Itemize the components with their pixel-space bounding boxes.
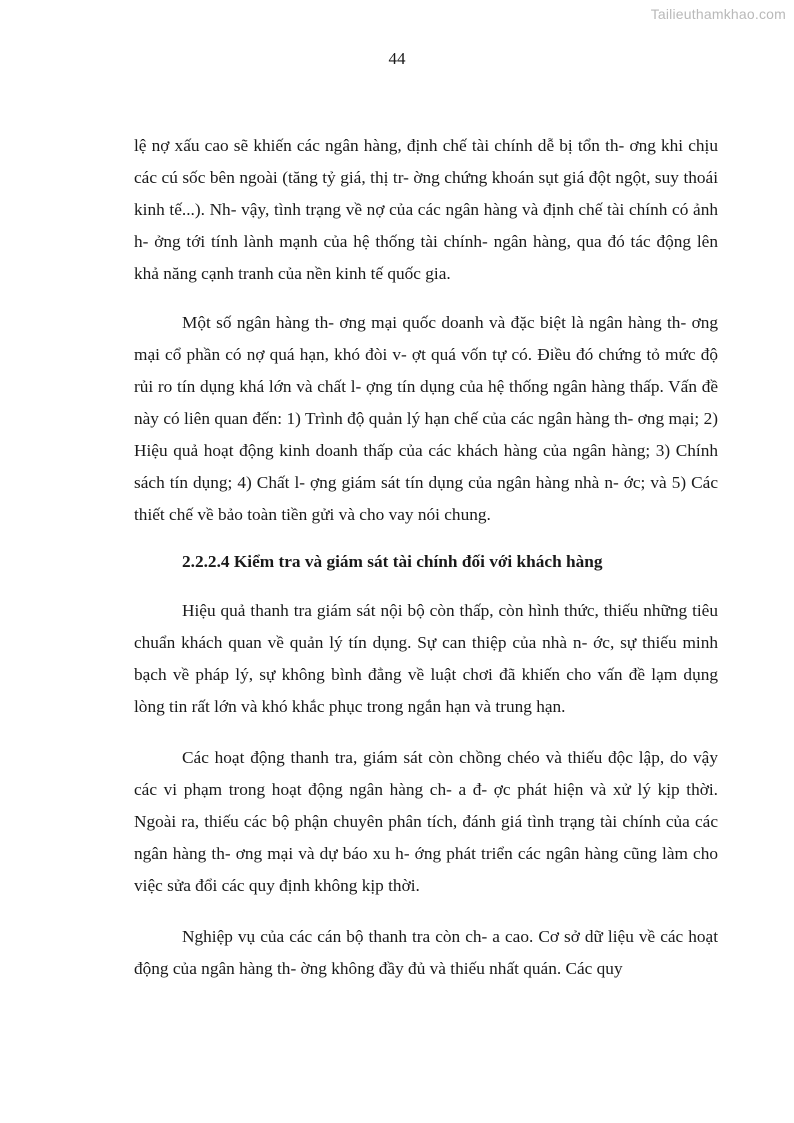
- page-number: 44: [388, 49, 406, 68]
- paragraph-3: Hiệu quả thanh tra giám sát nội bộ còn thấp, còn hình thức, thiếu những tiêu chuẩn khách quan về quản lý tín dụng. Sự can thiệp của nhà n- ớc, sự thiếu minh bạch về pháp lý, sự không bình đẳng về luật chơi đã khiến cho vấn đề lạm dụng lòng tin rất lớn và khó khắc phục trong ngắn hạn và trung hạn.: [134, 601, 718, 716]
- document-body: [134, 130, 718, 985]
- paragraph-4: Các hoạt động thanh tra, giám sát còn chồng chéo và thiếu độc lập, do vậy các vi phạm trong hoạt động ngân hàng ch- a đ- ợc phát hiện và xử lý kịp thời. Ngoài ra, thiếu các bộ phận chuyên phân tích, đánh giá tình trạng tài chính của các ngân hàng th- ơng mại và dự báo xu h- ớng phát triển các ngân hàng cũng làm cho việc sửa đổi các quy định không kịp thời.: [134, 748, 718, 895]
- paragraph-2: Một số ngân hàng th- ơng mại quốc doanh và đặc biệt là ngân hàng th- ơng mại cổ phần có nợ quá hạn, khó đòi v- ợt quá vốn tự có. Điều đó chứng tỏ mức độ rủi ro tín dụng khá lớn và chất l- ợng tín dụng của hệ thống ngân hàng thấp. Vấn đề này có liên quan đến: 1) Trình độ quản lý hạn chế của các ngân hàng th- ơng mại; 2) Hiệu quả hoạt động kinh doanh thấp của các khách hàng của ngân hàng; 3) Chính sách tín dụng; 4) Chất l- ợng giám sát tín dụng của ngân hàng nhà n- ớc; và 5) Các thiết chế về bảo toàn tiền gửi và cho vay nói chung.: [134, 313, 718, 524]
- watermark: Tailieuthamkhao.com: [650, 6, 786, 22]
- section-heading: 2.2.2.4 Kiểm tra và giám sát tài chính đối với khách hàng: [182, 552, 603, 571]
- paragraph-1: lệ nợ xấu cao sẽ khiến các ngân hàng, định chế tài chính dễ bị tổn th- ơng khi chịu các cú sốc bên ngoài (tăng tỷ giá, thị tr- ờng chứng khoán sụt giá đột ngột, suy thoái kinh tế...). Nh- vậy, tình trạng về nợ của các ngân hàng và định chế tài chính có ảnh h- ởng tới tính lành mạnh của hệ thống tài chính- ngân hàng, qua đó tác động lên khả năng cạnh tranh của nền kinh tế quốc gia.: [134, 136, 718, 283]
- paragraph-5: Nghiệp vụ của các cán bộ thanh tra còn ch- a cao. Cơ sở dữ liệu về các hoạt động của ngân hàng th- ờng không đầy đủ và thiếu nhất quán. Các quy: [134, 927, 718, 978]
